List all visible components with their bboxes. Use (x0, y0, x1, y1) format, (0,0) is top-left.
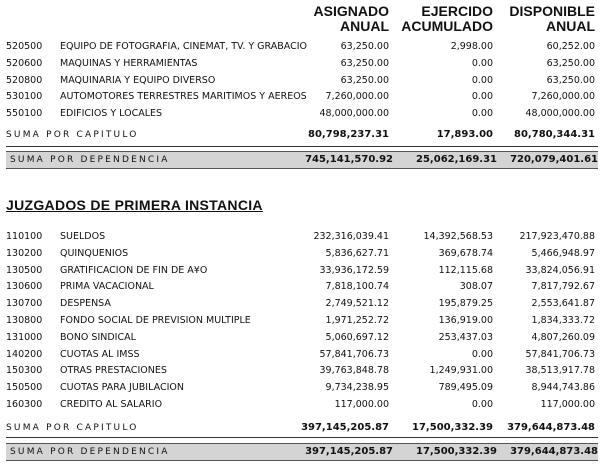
suma-dependencia-disponible: 379,644,873.48 (510, 446, 598, 457)
row-ejercido: 0.00 (471, 57, 493, 69)
suma-dependencia-ejercido: 17,500,332.39 (416, 446, 497, 457)
row-asignado: 7,260,000.00 (325, 91, 389, 103)
table-row (0, 364, 600, 378)
row-code: 530100 (6, 91, 43, 103)
suma-capitulo-disponible: 379,644,873.48 (507, 422, 595, 433)
divider (6, 437, 598, 438)
row-ejercido: 0.00 (471, 74, 493, 86)
row-asignado: 7,818,100.74 (325, 281, 389, 293)
row-asignado: 1,971,252.72 (325, 315, 389, 326)
row-code: 160300 (6, 399, 43, 410)
row-description: CUOTAS PARA JUBILACION (60, 382, 184, 394)
row-ejercido: 308.07 (459, 281, 493, 293)
row-description: MAQUINAS Y HERRAMIENTAS (60, 57, 198, 69)
row-description: EQUIPO DE FOTOGRAFIA, CINEMAT, TV. Y GRABACIO (60, 41, 308, 52)
row-disponible: 2,553,641.87 (531, 298, 595, 310)
divider (6, 146, 598, 147)
row-asignado: 39,763,848.78 (319, 365, 389, 377)
row-disponible: 117,000.00 (540, 399, 595, 410)
row-code: 131000 (6, 331, 43, 343)
row-description: OTRAS PRESTACIONES (60, 365, 167, 377)
row-description: CUOTAS AL IMSS (60, 348, 140, 360)
row-ejercido: 2,998.00 (450, 41, 493, 52)
row-disponible: 63,250.00 (546, 57, 595, 69)
row-description: DESPENSA (60, 298, 111, 310)
suma-capitulo-asignado: 80,798,237.31 (308, 129, 389, 140)
section2-suma-dependencia (6, 443, 598, 461)
suma-dependencia-label: SUMA POR DEPENDENCIA (10, 447, 170, 457)
row-code: 150300 (6, 365, 43, 377)
row-description: GRATIFICACION DE FIN DE A¥O (60, 264, 208, 276)
row-ejercido: 253,437.03 (438, 331, 493, 343)
row-disponible: 4,807,260.09 (531, 331, 595, 343)
row-description: CREDITO AL SALARIO (60, 399, 163, 410)
row-code: 520800 (6, 74, 43, 86)
row-asignado: 2,749,521.12 (325, 298, 389, 310)
row-disponible: 7,817,792.67 (531, 281, 595, 293)
row-code: 550100 (6, 108, 43, 120)
table-row (0, 74, 600, 88)
row-description: MAQUINARIA Y EQUIPO DIVERSO (60, 74, 216, 86)
table-row (0, 107, 600, 121)
row-code: 130700 (6, 298, 43, 310)
row-ejercido: 369,678.74 (438, 247, 493, 259)
suma-capitulo-asignado: 397,145,205.87 (301, 422, 389, 433)
row-code: 130800 (6, 315, 43, 326)
row-code: 110100 (6, 231, 43, 242)
table-row (0, 297, 600, 311)
row-disponible: 8,944,743.86 (531, 382, 595, 394)
table-row (0, 280, 600, 294)
section1-suma-dependencia (6, 151, 598, 169)
row-ejercido: 0.00 (471, 348, 493, 360)
row-description: EDIFICIOS Y LOCALES (60, 108, 163, 120)
row-disponible: 217,923,470.88 (519, 231, 595, 242)
row-code: 130600 (6, 281, 43, 293)
row-asignado: 9,734,238.95 (325, 382, 389, 394)
row-disponible: 38,513,917.78 (525, 365, 595, 377)
suma-dependencia-asignado: 745,141,570.92 (305, 154, 393, 165)
suma-capitulo-label: SUMA POR CAPITULO (6, 130, 139, 140)
suma-capitulo-ejercido: 17,500,332.39 (412, 422, 493, 433)
row-code: 520500 (6, 41, 43, 52)
row-asignado: 5,060,697.12 (325, 331, 389, 343)
row-ejercido: 0.00 (471, 91, 493, 103)
row-description: PRIMA VACACIONAL (60, 281, 154, 293)
suma-dependencia-disponible: 720,079,401.61 (510, 154, 598, 165)
row-asignado: 63,250.00 (340, 41, 389, 52)
row-code: 140200 (6, 348, 43, 360)
row-disponible: 60,252.00 (546, 41, 595, 52)
row-ejercido: 195,879.25 (438, 298, 493, 310)
row-asignado: 48,000,000.00 (319, 108, 389, 120)
section-title: JUZGADOS DE PRIMERA INSTANCIA (6, 197, 263, 213)
row-code: 520600 (6, 57, 43, 69)
suma-capitulo-ejercido: 17,893.00 (436, 129, 493, 140)
table-row (0, 348, 600, 362)
column-header (0, 4, 600, 38)
row-ejercido: 14,392,568.53 (423, 231, 493, 242)
row-asignado: 117,000.00 (334, 399, 389, 410)
row-ejercido: 1,249,931.00 (429, 365, 493, 377)
row-code: 130500 (6, 264, 43, 276)
row-ejercido: 0.00 (471, 108, 493, 120)
suma-dependencia-label: SUMA POR DEPENDENCIA (10, 155, 170, 165)
row-asignado: 33,936,172.59 (319, 264, 389, 276)
header-ejercido: EJERCIDO ACUMULADO (401, 3, 493, 34)
suma-dependencia-asignado: 397,145,205.87 (305, 446, 393, 457)
row-disponible: 5,466,948.97 (531, 247, 595, 259)
suma-capitulo-label: SUMA POR CAPITULO (6, 423, 139, 433)
row-disponible: 7,260,000.00 (531, 91, 595, 103)
row-ejercido: 112,115.68 (438, 264, 493, 276)
row-description: FONDO SOCIAL DE PREVISION MULTIPLE (60, 315, 251, 326)
suma-capitulo-disponible: 80,780,344.31 (514, 129, 595, 140)
row-description: SUELDOS (60, 231, 106, 242)
header-asignado: ASIGNADO ANUAL (313, 3, 389, 34)
row-disponible: 48,000,000.00 (525, 108, 595, 120)
header-disponible: DISPONIBLE ANUAL (509, 3, 595, 34)
row-ejercido: 789,495.09 (438, 382, 493, 394)
row-description: BONO SINDICAL (60, 331, 136, 343)
row-asignado: 63,250.00 (340, 74, 389, 86)
row-description: AUTOMOTORES TERRESTRES MARITIMOS Y AEREOS (60, 91, 307, 103)
section2-suma-capitulo (0, 421, 600, 435)
row-asignado: 232,316,039.41 (313, 231, 389, 242)
row-code: 150500 (6, 382, 43, 394)
row-disponible: 57,841,706.73 (525, 348, 595, 360)
row-asignado: 63,250.00 (340, 57, 389, 69)
row-ejercido: 0.00 (471, 399, 493, 410)
row-disponible: 63,250.00 (546, 74, 595, 86)
row-description: QUINQUENIOS (60, 247, 129, 259)
row-disponible: 33,824,056.91 (525, 264, 595, 276)
table-row (0, 247, 600, 261)
table-row (0, 40, 600, 54)
table-row (0, 230, 600, 244)
row-disponible: 1,834,333.72 (531, 315, 595, 326)
table-row (0, 398, 600, 412)
row-asignado: 57,841,706.73 (319, 348, 389, 360)
table-row (0, 381, 600, 395)
row-code: 130200 (6, 247, 43, 259)
section1-suma-capitulo (0, 128, 600, 142)
row-asignado: 5,836,627.71 (325, 247, 389, 259)
table-row (0, 314, 600, 328)
suma-dependencia-ejercido: 25,062,169.31 (416, 154, 497, 165)
table-row (0, 57, 600, 71)
table-row (0, 264, 600, 278)
table-row (0, 90, 600, 104)
table-row (0, 331, 600, 345)
row-ejercido: 136,919.00 (438, 315, 493, 326)
